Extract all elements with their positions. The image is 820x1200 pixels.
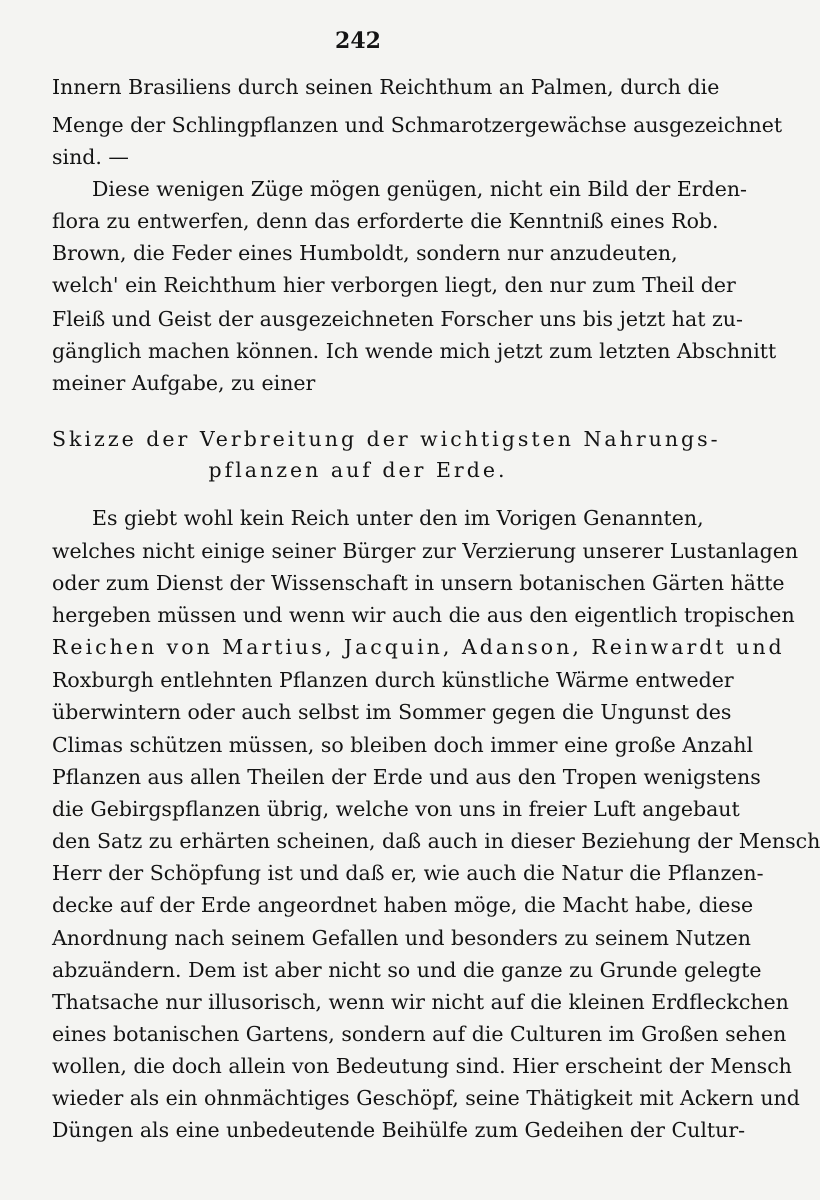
page-number: 242 <box>335 28 381 54</box>
text-line: Brown, die Feder eines Humboldt, sondern nur anzudeuten, <box>52 241 678 265</box>
text-line: Thatsache nur illusorisch, wenn wir nicht auf die kleinen Erdfleckchen <box>52 990 789 1014</box>
text-line: die Gebirgspflanzen übrig, welche von uns in freier Luft angebaut <box>52 797 740 821</box>
section-heading: Skizze der Verbreitung der wichtigsten Nahrungs- <box>52 427 721 451</box>
text-line: Es giebt wohl kein Reich unter den im Vorigen Genannten, <box>92 506 704 530</box>
text-line: Düngen als eine unbedeutende Beihülfe zum Gedeihen der Cultur- <box>52 1118 746 1142</box>
text-line: flora zu entwerfen, denn das erforderte die Kenntniß eines Rob. <box>52 209 719 233</box>
text-line: Anordnung nach seinem Gefallen und besonders zu seinem Nutzen <box>52 926 751 950</box>
text-line: eines botanischen Gartens, sondern auf die Culturen im Großen sehen <box>52 1022 787 1046</box>
text-line: gänglich machen können. Ich wende mich jetzt zum letzten Abschnitt <box>52 339 777 363</box>
text-line: überwintern oder auch selbst im Sommer gegen die Ungunst des <box>52 700 732 724</box>
text-line: hergeben müssen und wenn wir auch die aus den eigentlich tropischen <box>52 603 795 627</box>
text-line: wieder als ein ohnmächtiges Geschöpf, seine Thätigkeit mit Ackern und <box>52 1086 800 1110</box>
text-line: Reichen von Martius, Jacquin, Adanson, Reinwardt und <box>52 635 785 659</box>
text-line: Herr der Schöpfung ist und daß er, wie auch die Natur die Pflanzen- <box>52 861 764 885</box>
text-line: decke auf der Erde angeordnet haben möge, die Macht habe, diese <box>52 893 754 917</box>
text-line: den Satz zu erhärten scheinen, daß auch in dieser Beziehung der Mensch <box>52 829 820 853</box>
text-line: Innern Brasiliens durch seinen Reichthum an Palmen, durch die <box>52 75 720 99</box>
text-line: abzuändern. Dem ist aber nicht so und die ganze zu Grunde gelegte <box>52 958 762 982</box>
text-line: Menge der Schlingpflanzen und Schmarotzergewächse ausgezeichnet <box>52 113 783 137</box>
text-line: Diese wenigen Züge mögen genügen, nicht ein Bild der Erden- <box>92 177 747 201</box>
text-line: meiner Aufgabe, zu einer <box>52 371 316 395</box>
text-line: wollen, die doch allein von Bedeutung sind. Hier erscheint der Mensch <box>52 1054 792 1078</box>
text-line: Pflanzen aus allen Theilen der Erde und aus den Tropen wenigstens <box>52 765 761 789</box>
section-heading: pflanzen auf der Erde. <box>208 458 508 482</box>
text-line: welches nicht einige seiner Bürger zur Verzierung unserer Lustanlagen <box>52 539 799 563</box>
text-line: sind. — <box>52 145 129 169</box>
text-line: Climas schützen müssen, so bleiben doch immer eine große Anzahl <box>52 733 754 757</box>
text-line: Fleiß und Geist der ausgezeichneten Forscher uns bis jetzt hat zu- <box>52 307 743 331</box>
text-line: oder zum Dienst der Wissenschaft in unsern botanischen Gärten hätte <box>52 571 785 595</box>
text-line: Roxburgh entlehnten Pflanzen durch künstliche Wärme entweder <box>52 668 734 692</box>
text-line: welch' ein Reichthum hier verborgen liegt, den nur zum Theil der <box>52 273 736 297</box>
